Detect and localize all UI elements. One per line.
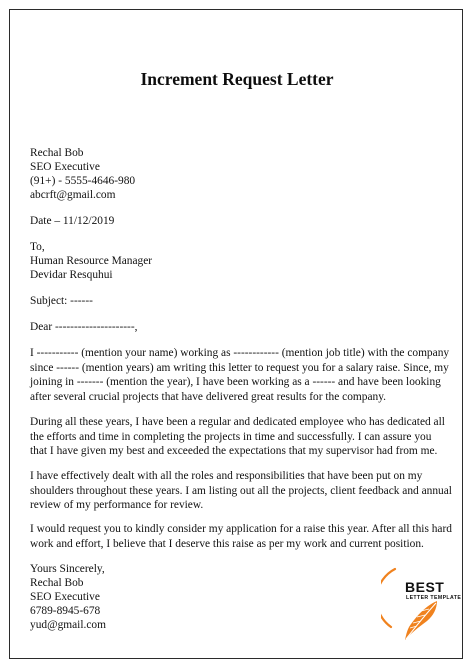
paragraph-line: shoulders throughout these years. I am listing out all the projects, client feedback and annual xyxy=(30,484,452,497)
subject-line: Subject: ------ xyxy=(30,295,93,307)
body-paragraph xyxy=(30,415,448,459)
sender-phone: (91+) - 5555-4646-980 xyxy=(30,175,136,187)
paragraph-line: During all these years, I have been a regular and dedicated employee who has dedicated all xyxy=(30,416,445,428)
paragraph-line: I have effectively dealt with all the roles and responsibilities that have been put on my xyxy=(30,470,423,482)
paragraph-line: I ----------- (mention your name) working as ------------ (mention job title) with the company xyxy=(30,347,450,359)
closing-email: yud@gmail.com xyxy=(30,619,106,631)
closing-position: SEO Executive xyxy=(30,591,100,603)
logo-wordmark: BEST xyxy=(405,579,445,595)
body-paragraph xyxy=(30,346,448,404)
feather-quill-icon xyxy=(381,565,453,643)
recipient-title: Human Resource Manager xyxy=(30,255,153,267)
paragraph-line: that I have given my best and exceeded the expectations that my supervisor had from me. xyxy=(30,445,438,458)
sender-position: SEO Executive xyxy=(30,161,100,173)
paragraph-line: the efforts and time in completing the projects in time and successfully. I can assure you xyxy=(30,430,432,443)
paragraph-line: work and effort, I believe that I deserve this raise as per my work and current position. xyxy=(30,537,424,550)
closing-phone: 6789-8945-678 xyxy=(30,605,101,617)
paragraph-line: joining in ------- (mention the year), I have been working as a ------ and have been looking xyxy=(30,376,441,389)
recipient-name: Devidar Resquhui xyxy=(30,269,113,281)
salutation: Dear ---------------------, xyxy=(30,321,138,333)
closing-name: Rechal Bob xyxy=(30,577,84,589)
body-paragraph xyxy=(30,522,452,551)
letter-date: Date – 11/12/2019 xyxy=(30,215,115,227)
paragraph-line: since ------ (mention years) am writing this letter to request you for a salary raise. Since, my xyxy=(30,361,449,374)
paragraph-line: I would request you to kindly consider my application for a raise this year. After all this hard xyxy=(30,523,452,535)
paragraph-line: review of my performance for review. xyxy=(30,499,204,512)
paragraph-line: after several crucial projects that have delivered great results for the company. xyxy=(30,390,387,403)
sender-name: Rechal Bob xyxy=(30,147,84,159)
logo-tagline: LETTER TEMPLATE xyxy=(406,595,462,601)
letter-title: Increment Request Letter xyxy=(140,69,334,89)
body-paragraph xyxy=(30,469,452,513)
sender-email: abcrft@gmail.com xyxy=(30,189,116,201)
recipient-to: To, xyxy=(30,241,45,253)
closing-signoff: Yours Sincerely, xyxy=(30,563,105,575)
